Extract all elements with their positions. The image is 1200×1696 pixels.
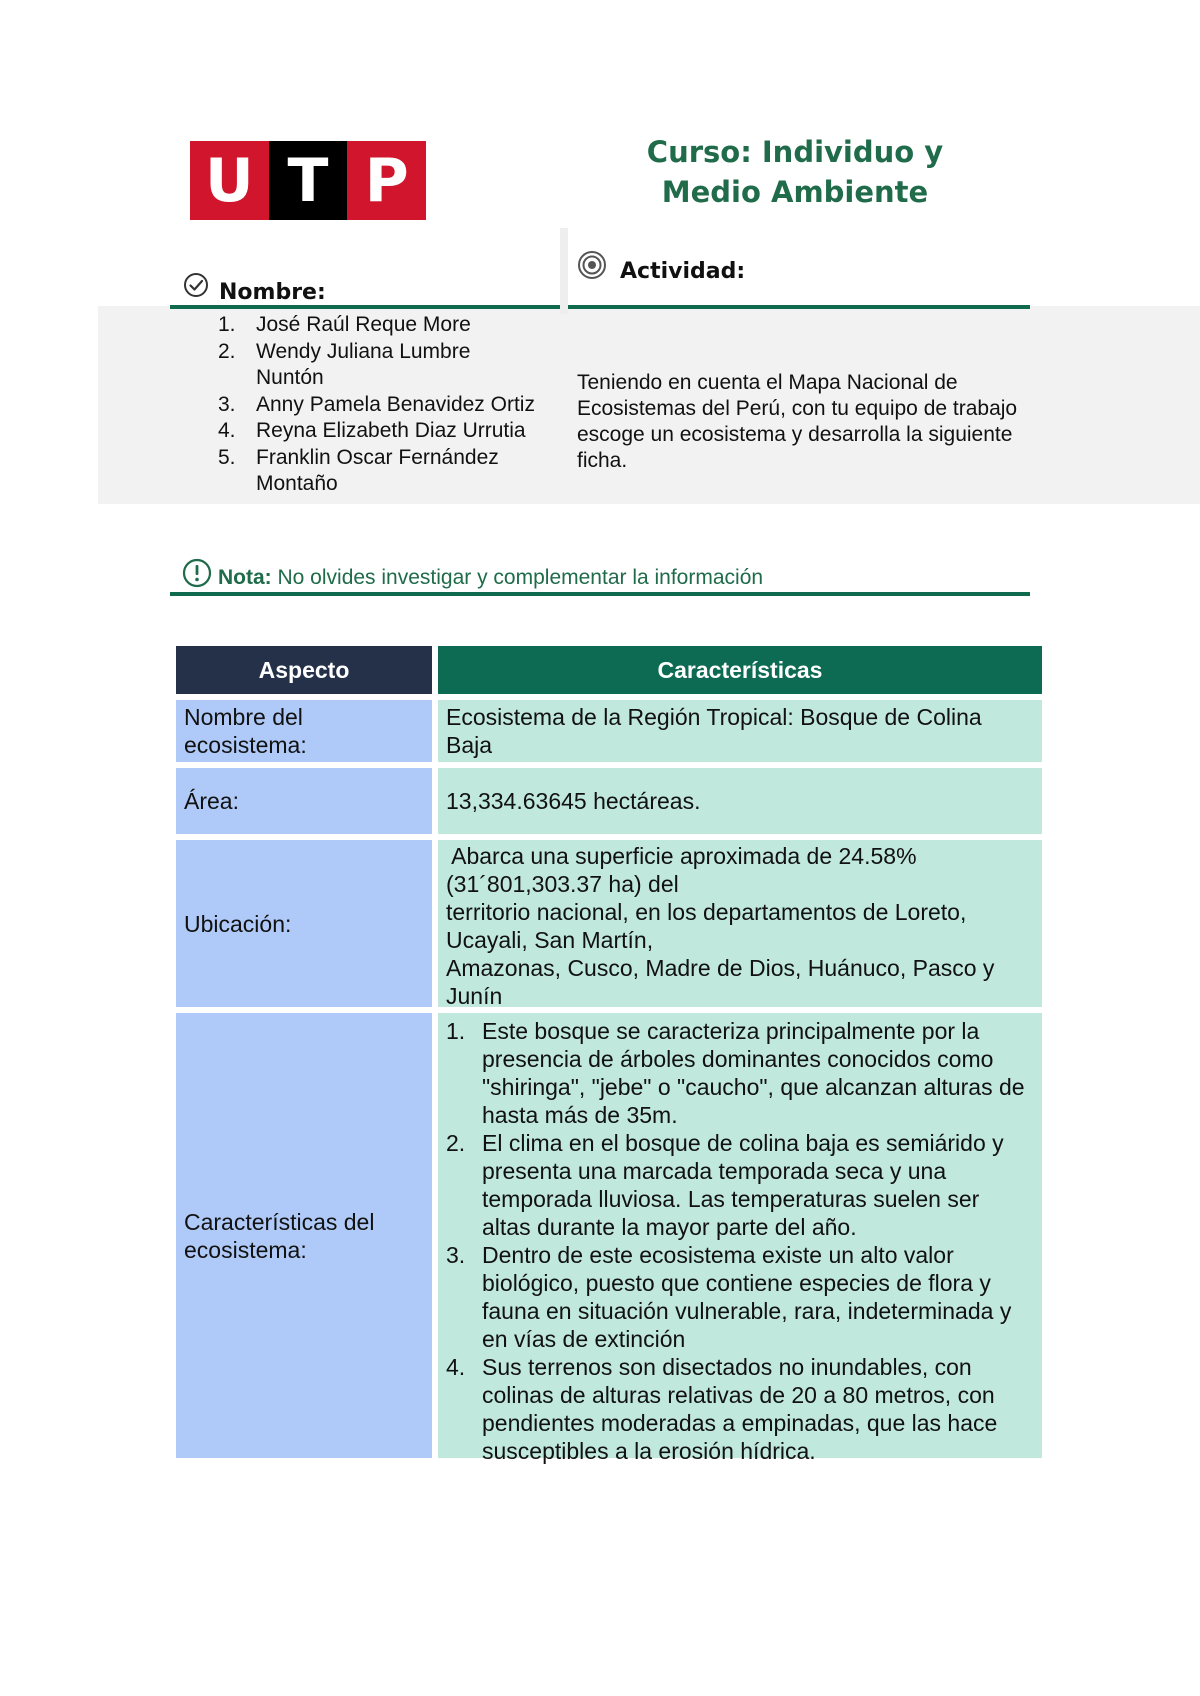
list-number: 5.	[218, 445, 236, 469]
location-line: (31´801,303.37 ha) del	[446, 871, 679, 897]
nombre-heading: Nombre:	[219, 280, 326, 305]
header-aspect: Aspecto	[176, 646, 432, 694]
location-line: Junín	[446, 983, 503, 1009]
characteristic-text: Este bosque se caracteriza principalmente por la presencia de árboles dominantes conocidos como "shiringa", "jebe" o "caucho", que alcanzan alturas de hasta más de 35m.	[482, 1018, 1025, 1128]
member-name: Wendy Juliana Lumbre Nuntón	[256, 339, 471, 389]
location-line: Abarca una superficie aproximada de 24.58%	[446, 843, 917, 869]
table-row	[176, 1013, 1042, 1464]
logo-letter-t: T	[269, 141, 348, 220]
row-aspect: Ubicación:	[176, 840, 432, 1007]
table-row	[176, 700, 1042, 762]
actividad-divider	[568, 305, 1030, 309]
location-line: Ucayali, San Martín,	[446, 927, 654, 953]
member-name: Anny Pamela Benavidez Ortiz	[256, 392, 535, 416]
list-number: 1.	[218, 313, 236, 336]
note-divider	[170, 592, 1030, 596]
team-members-list	[218, 312, 558, 498]
list-number: 3.	[446, 1242, 466, 1268]
member-name: Reyna Elizabeth Diaz Urrutia	[256, 419, 526, 442]
list-item	[446, 1241, 1034, 1353]
header-characteristics: Características	[438, 646, 1042, 694]
nombre-divider	[170, 305, 560, 309]
row-aspect: Nombre del ecosistema:	[176, 700, 432, 762]
row-aspect: Características del ecosistema:	[176, 1013, 432, 1458]
member-name: Franklin Oscar Fernández Montaño	[256, 445, 499, 495]
list-number: 4.	[446, 1354, 466, 1380]
row-value	[438, 840, 1042, 1007]
list-item	[218, 339, 558, 392]
list-item	[446, 1017, 1034, 1129]
target-icon	[577, 250, 607, 280]
list-number: 1.	[446, 1018, 466, 1044]
course-title	[620, 132, 970, 212]
characteristic-text: Sus terrenos son disectados no inundables, con colinas de alturas relativas de 20 a 80 metros, con pendientes moderadas a empinadas, que las hace susceptibles a la erosión hídrica.	[482, 1354, 998, 1464]
row-value	[438, 1013, 1042, 1464]
list-number: 2.	[446, 1130, 466, 1156]
logo-letter-u: U	[190, 141, 269, 220]
list-item	[218, 445, 558, 498]
location-line: territorio nacional, en los departamentos de Loreto,	[446, 899, 967, 925]
list-item	[446, 1129, 1034, 1241]
list-number: 2.	[218, 339, 236, 363]
row-aspect: Área:	[176, 768, 432, 834]
characteristic-text: El clima en el bosque de colina baja es semiárido y presenta una marcada temporada seca y una temporada lluviosa. Las temperaturas suelen ser altas durante la mayor parte del año.	[482, 1130, 1004, 1240]
note-label: Nota:	[218, 566, 272, 589]
activity-description: Teniendo en cuenta el Mapa Nacional de Ecosistemas del Perú, con tu equipo de trabajo escoge un ecosistema y desarrolla la siguiente ficha.	[577, 371, 1018, 472]
list-number: 3.	[218, 392, 236, 416]
table-row	[176, 840, 1042, 1007]
characteristic-text: Dentro de este ecosistema existe un alto valor biológico, puesto que contiene especies de flora y fauna en situación vulnerable, rara, indeterminada y en vías de extinción	[482, 1242, 1012, 1352]
column-divider	[560, 228, 568, 314]
logo-letter-p: P	[347, 141, 426, 220]
member-name: José Raúl Reque More	[256, 313, 471, 336]
table-header-row	[176, 646, 1042, 694]
alert-circle-icon	[182, 558, 212, 588]
list-item	[446, 1353, 1034, 1465]
row-value: 13,334.63645 hectáreas.	[438, 768, 1042, 834]
row-value: Ecosistema de la Región Tropical: Bosque de Colina Baja	[438, 700, 1042, 762]
note-text	[218, 566, 763, 590]
location-line: Amazonas, Cusco, Madre de Dios, Huánuco, Pasco y	[446, 955, 995, 981]
check-circle-icon	[183, 272, 209, 298]
course-title-line2: Medio Ambiente	[661, 175, 929, 209]
actividad-heading: Actividad:	[620, 259, 746, 284]
ecosystem-table	[176, 646, 1042, 1464]
table-row	[176, 768, 1042, 834]
list-item	[218, 312, 558, 339]
list-number: 4.	[218, 419, 236, 442]
note-message: No olvides investigar y complementar la información	[271, 566, 764, 589]
course-title-line1: Curso: Individuo y	[646, 135, 944, 169]
list-item	[218, 418, 558, 445]
list-item	[218, 392, 558, 419]
utp-logo	[190, 141, 426, 220]
characteristics-list	[446, 1017, 1034, 1465]
